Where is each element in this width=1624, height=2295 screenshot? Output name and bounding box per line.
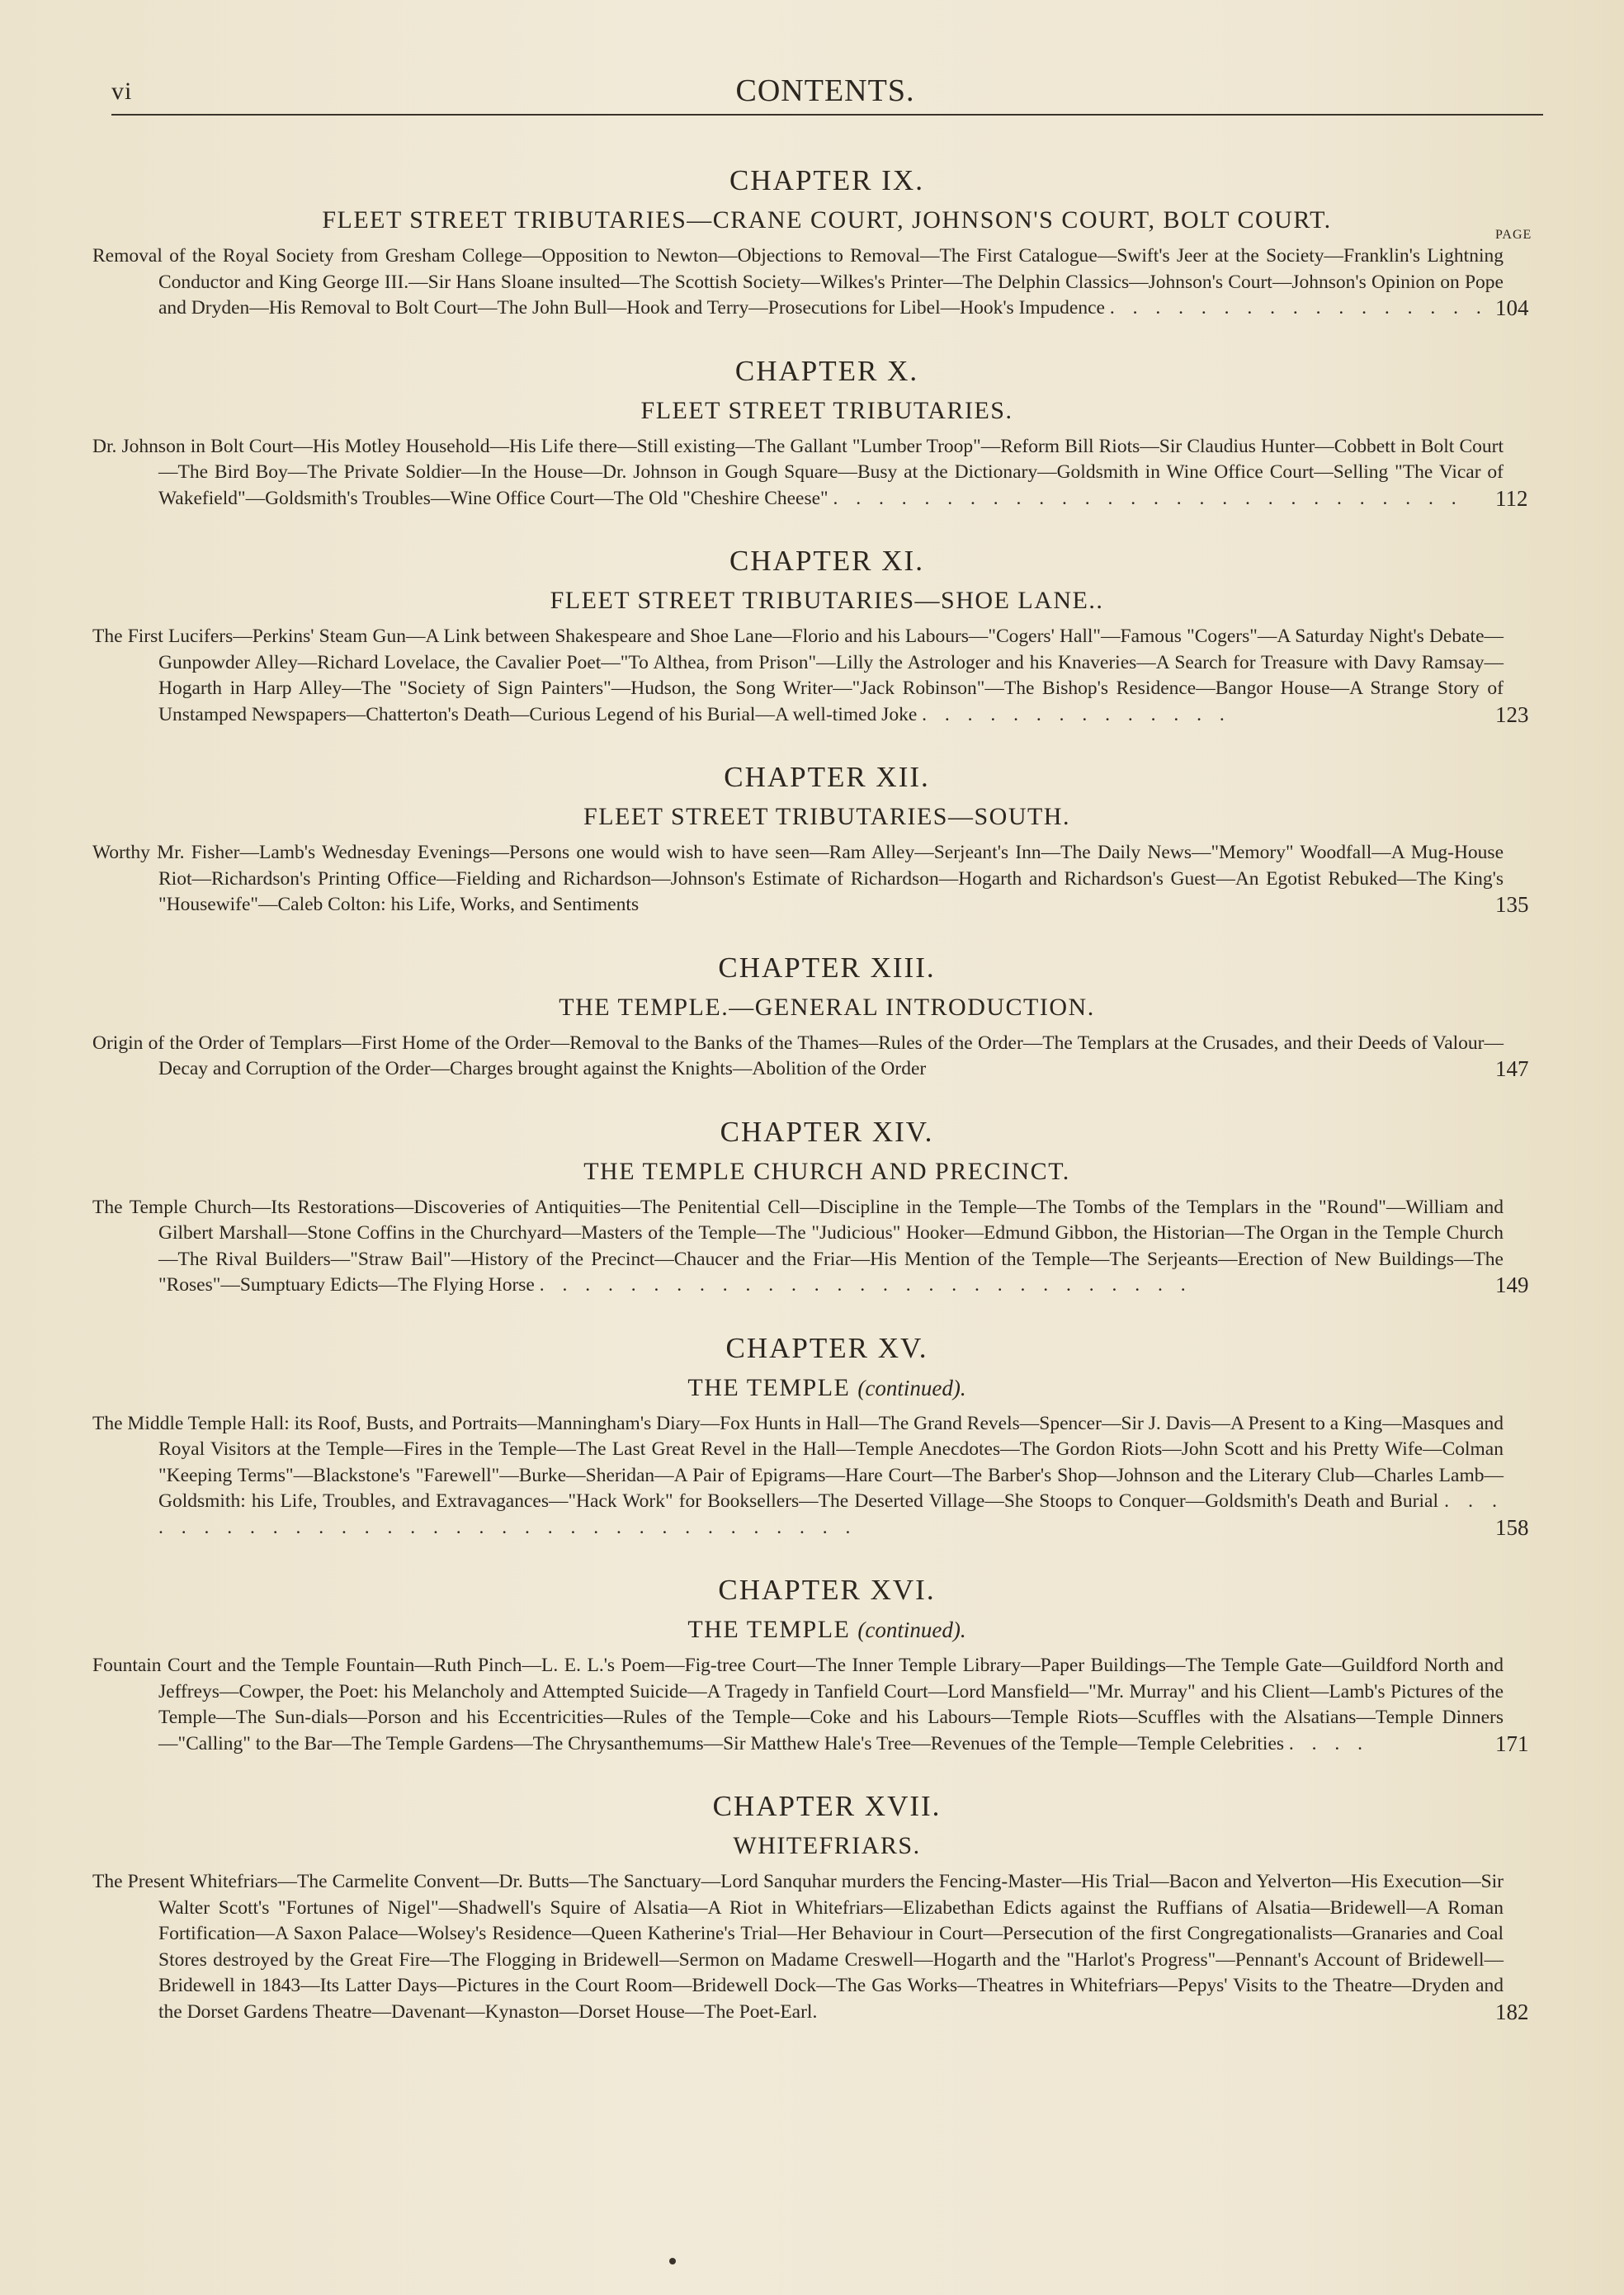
subtitle-note: (continued). xyxy=(857,1617,966,1642)
chapter-synopsis: PAGE Removal of the Royal Society from Gresham College—Opposition to Newton—Objections to Removal—The First Catalogue—Swift's Jeer at the Society—Franklin's Lightning Conductor and King George III.—Sir Hans Sloane insulted—The Scottish Society—Wilkes's Printer—The Delphin Classics—Johnson's Court—Johnson's Opinion on Pope and Dryden—His Removal to Bolt Court—The John Bull—Hook and Terry—Prosecutions for Libel—Hook's Impudence . . . . . . . . . . . . . . . . . 104 xyxy=(92,228,1532,320)
synopsis-text: The Temple Church—Its Restorations—Discoveries of Antiquities—The Penitential Cell—Discipline in the Temple—The Tombs of the Templars in the "Round"—William and Gilbert Marshall—Stone Coffins in the Churchyard—Masters of the Temple—The "Judicious" Hooker—Edmund Gibbon, the Historian—The Organ in the Temple Church—The Rival Builders—"Straw Bail"—History of the Precinct—Chaucer and the Friar—His Mention of the Temple—The Serjeants—Erection of New Buildings—The "Roses"—Sumptuary Edicts—The Flying Horse xyxy=(92,1196,1504,1296)
chapter-entry-xiii xyxy=(92,948,1561,1083)
chapter-entry-ix xyxy=(92,161,1561,322)
chapter-heading: CHAPTER XIII. xyxy=(718,951,936,984)
chapter-subtitle: FLEET STREET TRIBUTARIES. xyxy=(640,396,1013,424)
dot-leaders: . . . . . . . . . . . . . . . . . . . . . . . . . . . . . xyxy=(539,1274,1192,1296)
chapter-subtitle xyxy=(92,1368,1561,1408)
chapter-subtitle: FLEET STREET TRIBUTARIES—SHOE LANE.. xyxy=(550,587,1104,614)
chapter-entry-x xyxy=(92,352,1561,512)
synopsis-text: The Present Whitefriars—The Carmelite Convent—Dr. Butts—The Sanctuary—Lord Sanquhar murders the Fencing-Master—His Trial—Bacon and Yelverton—His Execution—Sir Walter Scott's "Fortunes of Nigel"—Shadwell's Squire of Alsatia—A Riot in Whitefriars—Elizabethan Edicts against the Ruffians of Alsatia—Bridewell—A Roman Fortification—A Saxon Palace—Wolsey's Residence—Queen Katherine's Trial—Her Behaviour in Court—Persecution of the first Congregationalists—Granaries and Coal Stores destroyed by the Great Fire—The Flogging in Bridewell—Sermon on Madame Creswell—Hogarth and the "Harlot's Progress"—Pennant's Account of Bridewell—Bridewell in 1843—Its Latter Days—Pictures in the Court Room—Bridewell Dock—The Gas Works—Theatres in Whitefriars—Pepys' Visits to the Theatre—Dryden and the Dorset Gardens Theatre—Davenant—Kynaston—Dorset House—The Poet-Earl. xyxy=(92,1871,1504,2023)
folio-number: vi xyxy=(111,78,133,105)
chapter-subtitle: THE TEMPLE CHURCH AND PRECINCT. xyxy=(583,1157,1070,1185)
synopsis-text: The First Lucifers—Perkins' Steam Gun—A Link between Shakespeare and Shoe Lane—Florio and his Labours—"Cogers' Hall"—Famous "Cogers"—A Saturday Night's Debate—Gunpowder Alley—Richard Lovelace, the Cavalier Poet—"To Althea, from Prison"—Lilly the Astrologer and his Knaveries—A Search for Treasure with Davy Ramsay—Hogarth in Harp Alley—The "Society of Sign Painters"—Hudson, the Song Writer—"Jack Robinson"—The Bishop's Residence—Bangor House—A Strange Story of Unstamped Newspapers—Chatterton's Death—Curious Legend of his Burial—A well-timed Joke xyxy=(92,626,1504,725)
dot-leaders: . . . . xyxy=(1288,1732,1370,1754)
subtitle-text: THE TEMPLE xyxy=(687,1616,851,1643)
synopsis-text: The Middle Temple Hall: its Roof, Busts, and Portraits—Manningham's Diary—Fox Hunts in Hall—The Grand Revels—Spencer—Sir J. Davis—A Present to a King—Masques and Royal Visitors at the Temple—Fires in the Temple—The Last Great Revel in the Hall—Temple Anecdotes—The Gordon Riots—John Scott and his Pretty Wife—Colman "Keeping Terms"—Blackstone's "Farewell"—Burke—Sheridan—A Pair of Epigrams—Hare Court—The Barber's Shop—Johnson and the Literary Club—Charles Lamb—Goldsmith: his Life, Troubles, and Extravagances—"Hack Work" for Booksellers—The Deserted Village—She Stoops to Conquer—Goldsmith's Death and Burial xyxy=(92,1412,1504,1512)
chapter-heading: CHAPTER XVII. xyxy=(712,1790,942,1822)
subtitle-text: THE TEMPLE xyxy=(687,1373,851,1401)
chapter-subtitle: THE TEMPLE.—GENERAL INTRODUCTION. xyxy=(559,993,1095,1021)
synopsis-text: Fountain Court and the Temple Fountain—Ruth Pinch—L. E. L.'s Poem—Fig-tree Court—The Inner Temple Library—Paper Buildings—The Temple Gate—Guildford North and Jeffreys—Cowper, the Poet: his Melancholy and Attempted Suicide—A Tragedy in Tanfield Court—Lord Mansfield—"Mr. Murray" and his Client—Lamb's Pictures of the Temple—The Sun-dials—Porson and his Eccentricities—Rules of the Temple—Coke and his Labours—Temple Riots—Scuffles with the Alsatians—Temple Dinners—"Calling" to the Bar—The Temple Gardens—The Chrysanthemums—Sir Matthew Hale's Tree—Revenues of the Temple—Temple Celebrities xyxy=(92,1655,1504,1754)
dot-leaders: . . . . . . . . . . . . . . . . . xyxy=(1109,297,1488,319)
chapter-synopsis: Fountain Court and the Temple Fountain—Ruth Pinch—L. E. L.'s Poem—Fig-tree Court—The Inner Temple Library—Paper Buildings—The Temple Gate—Guildford North and Jeffreys—Cowper, the Poet: his Melancholy and Attempted Suicide—A Tragedy in Tanfield Court—Lord Mansfield—"Mr. Murray" and his Client—Lamb's Pictures of the Temple—The Sun-dials—Porson and his Eccentricities—Rules of the Temple—Coke and his Labours—Temple Riots—Scuffles with the Alsatians—Temple Dinners—"Calling" to the Bar—The Temple Gardens—The Chrysanthemums—Sir Matthew Hale's Tree—Revenues of the Temple—Temple Celebrities . . . . 171 xyxy=(92,1655,1529,1756)
chapter-synopsis: Origin of the Order of Templars—First Home of the Order—Removal to the Banks of the Thames—Rules of the Order—The Templars at the Crusades, and their Deeds of Valour—Decay and Corruption of the Order—Charges brought against the Knights—Abolition of the Order 147 xyxy=(92,1032,1529,1081)
running-title: CONTENTS. xyxy=(735,73,915,108)
chapter-synopsis: Worthy Mr. Fisher—Lamb's Wednesday Evenings—Persons one would wish to have seen—Ram Alley—Serjeant's Inn—The Daily News—"Memory" Woodfall—A Mug-House Riot—Richardson's Printing Office—Fielding and Richardson—Johnson's Estimate of Richardson—Hogarth and Richardson's Guest—An Egotist Rebuked—The King's "Housewife"—Caleb Colton: his Life, Works, and Sentiments 135 xyxy=(92,842,1529,917)
contents-list xyxy=(92,161,1561,2055)
page-header xyxy=(111,73,1539,114)
chapter-subtitle: FLEET STREET TRIBUTARIES—SOUTH. xyxy=(583,803,1070,830)
dot-leaders: . . . . . . . . . . . . . . xyxy=(922,703,1231,725)
chapter-heading: CHAPTER XVI. xyxy=(718,1574,936,1606)
chapter-synopsis: The Middle Temple Hall: its Roof, Busts, and Portraits—Manningham's Diary—Fox Hunts in Hall—The Grand Revels—Spencer—Sir J. Davis—A Present to a King—Masques and Royal Visitors at the Temple—Fires in the Temple—The Last Great Revel in the Hall—Temple Anecdotes—The Gordon Riots—John Scott and his Pretty Wife—Colman "Keeping Terms"—Blackstone's "Farewell"—Burke—Sheridan—A Pair of Epigrams—Hare Court—The Barber's Shop—Johnson and the Literary Club—Charles Lamb—Goldsmith: his Life, Troubles, and Extravagances—"Hack Work" for Booksellers—The Deserted Village—She Stoops to Conquer—Goldsmith's Death and Burial . . . . . . . . . . . . . . . . . . . . . . . . . . . . . . . . . . 158 xyxy=(92,1412,1529,1540)
synopsis-text: Removal of the Royal Society from Gresham College—Opposition to Newton—Objections to Removal—The First Catalogue—Swift's Jeer at the Society—Franklin's Lightning Conductor and King George III.—Sir Hans Sloane insulted—The Scottish Society—Wilkes's Printer—The Delphin Classics—Johnson's Court—Johnson's Opinion on Pope and Dryden—His Removal to Bolt Court—The John Bull—Hook and Terry—Prosecutions for Libel—Hook's Impudence xyxy=(92,245,1504,319)
chapter-synopsis: The Present Whitefriars—The Carmelite Convent—Dr. Butts—The Sanctuary—Lord Sanquhar murders the Fencing-Master—His Trial—Bacon and Yelverton—His Execution—Sir Walter Scott's "Fortunes of Nigel"—Shadwell's Squire of Alsatia—A Riot in Whitefriars—Elizabethan Edicts against the Ruffians of Alsatia—Bridewell—A Roman Fortification—A Saxon Palace—Wolsey's Residence—Queen Katherine's Trial—Her Behaviour in Court—Persecution of the first Congregationalists—Granaries and Coal Stores destroyed by the Great Fire—The Flogging in Bridewell—Sermon on Madame Creswell—Hogarth and the "Harlot's Progress"—Pennant's Account of Bridewell—Bridewell in 1843—Its Latter Days—Pictures in the Court Room—Bridewell Dock—The Gas Works—Theatres in Whitefriars—Pepys' Visits to the Theatre—Dryden and the Dorset Gardens Theatre—Davenant—Kynaston—Dorset House—The Poet-Earl. 182 xyxy=(92,1871,1529,2024)
dot-leaders: . . . . . . . . . . . . . . . . . . . . . . . . . . . . . . . . . . xyxy=(158,1490,1504,1538)
chapter-entry-xiv xyxy=(92,1112,1561,1299)
chapter-entry-xvii xyxy=(92,1787,1561,2025)
synopsis-text: Dr. Johnson in Bolt Court—His Motley Household—His Life there—Still existing—The Gallant "Lumber Troop"—Reform Bill Riots—Sir Claudius Hunter—Cobbett in Bolt Court—The Bird Boy—The Private Soldier—In the House—Dr. Johnson in Gough Square—Busy at the Dictionary—Goldsmith in Wine Office Court—Selling "The Vicar of Wakefield"—Goldsmith's Troubles—Wine Office Court—The Old "Cheshire Cheese" xyxy=(92,435,1504,509)
printer-dot xyxy=(669,2258,676,2264)
chapter-heading: CHAPTER XII. xyxy=(724,761,930,793)
header-rule xyxy=(111,114,1543,116)
synopsis-text: Origin of the Order of Templars—First Home of the Order—Removal to the Banks of the Thames—Rules of the Order—The Templars at the Crusades, and their Deeds of Valour—Decay and Corruption of the Order—Charges brought against the Knights—Abolition of the Order xyxy=(92,1032,1504,1079)
chapter-entry-xii xyxy=(92,758,1561,918)
subtitle-note: (continued). xyxy=(857,1375,966,1400)
synopsis-text: Worthy Mr. Fisher—Lamb's Wednesday Evenings—Persons one would wish to have seen—Ram Alley—Serjeant's Inn—The Daily News—"Memory" Woodfall—A Mug-House Riot—Richardson's Printing Office—Fielding and Richardson—Johnson's Estimate of Richardson—Hogarth and Richardson's Guest—An Egotist Rebuked—The King's "Housewife"—Caleb Colton: his Life, Works, and Sentiments xyxy=(92,842,1504,915)
chapter-entry-xi xyxy=(92,541,1561,728)
chapter-subtitle: FLEET STREET TRIBUTARIES—CRANE COURT, JOHNSON'S COURT, BOLT COURT. xyxy=(322,206,1332,234)
dot-leaders: . . . . . . . . . . . . . . . . . . . . . . . . . . . . xyxy=(833,487,1463,509)
chapter-subtitle: WHITEFRIARS. xyxy=(733,1832,921,1859)
chapter-subtitle xyxy=(92,1610,1561,1650)
chapter-synopsis: Dr. Johnson in Bolt Court—His Motley Household—His Life there—Still existing—The Gallant "Lumber Troop"—Reform Bill Riots—Sir Claudius Hunter—Cobbett in Bolt Court—The Bird Boy—The Private Soldier—In the House—Dr. Johnson in Gough Square—Busy at the Dictionary—Goldsmith in Wine Office Court—Selling "The Vicar of Wakefield"—Goldsmith's Troubles—Wine Office Court—The Old "Cheshire Cheese" . . . . . . . . . . . . . . . . . . . . . . . . . . . . 112 xyxy=(92,435,1528,511)
chapter-synopsis: The First Lucifers—Perkins' Steam Gun—A Link between Shakespeare and Shoe Lane—Florio and his Labours—"Cogers' Hall"—Famous "Cogers"—A Saturday Night's Debate—Gunpowder Alley—Richard Lovelace, the Cavalier Poet—"To Althea, from Prison"—Lilly the Astrologer and his Knaveries—A Search for Treasure with Davy Ramsay—Hogarth in Harp Alley—The "Society of Sign Painters"—Hudson, the Song Writer—"Jack Robinson"—The Bishop's Residence—Bangor House—A Strange Story of Unstamped Newspapers—Chatterton's Death—Curious Legend of his Burial—A well-timed Joke . . . . . . . . . . . . . . 123 xyxy=(92,626,1529,727)
chapter-heading: CHAPTER XIV. xyxy=(720,1115,934,1148)
chapter-heading: CHAPTER XI. xyxy=(729,545,924,577)
chapter-heading: CHAPTER IX. xyxy=(729,164,924,196)
chapter-heading: CHAPTER X. xyxy=(734,354,919,387)
chapter-synopsis: The Temple Church—Its Restorations—Discoveries of Antiquities—The Penitential Cell—Discipline in the Temple—The Tombs of the Templars in the "Round"—William and Gilbert Marshall—Stone Coffins in the Churchyard—Masters of the Temple—The "Judicious" Hooker—Edmund Gibbon, the Historian—The Organ in the Temple Church—The Rival Builders—"Straw Bail"—History of the Precinct—Chaucer and the Friar—His Mention of the Temple—The Serjeants—Erection of New Buildings—The "Roses"—Sumptuary Edicts—The Flying Horse . . . . . . . . . . . . . . . . . . . . . . . . . . . . . 149 xyxy=(92,1196,1529,1297)
chapter-heading: CHAPTER XV. xyxy=(725,1331,928,1364)
chapter-entry-xv xyxy=(92,1329,1561,1542)
chapter-entry-xvi xyxy=(92,1570,1561,1757)
